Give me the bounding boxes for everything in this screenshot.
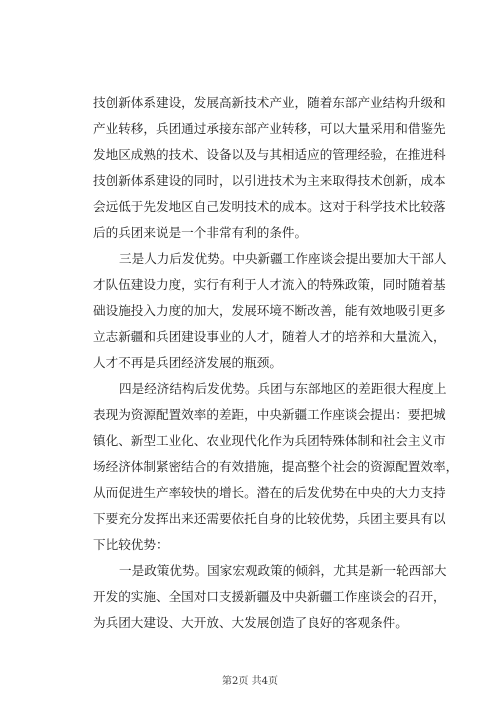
paragraph-line: 下要充分发挥出来还需要依托自身的比较优势，兵团主要具有以: [93, 511, 446, 526]
document-body: [93, 90, 459, 636]
paragraph-line: 后的兵团来说是一个非常有利的条件。: [93, 225, 308, 240]
paragraph-line: 下比较优势：: [93, 537, 169, 552]
paragraph-2: [93, 246, 447, 376]
paragraph-line: 技创新体系建设的同时，以引进技术为主来取得技术创新，成本: [93, 173, 446, 188]
paragraph-line: 发地区成熟的技术、设备以及与其相适应的管理经验，在推进科: [93, 147, 446, 162]
paragraph-line: 从而促进生产率较快的增长。潜在的后发优势在中央的大力支持: [93, 485, 446, 500]
paragraph-1: [93, 90, 446, 246]
page-number: 第2页 共4页: [222, 676, 278, 687]
page-footer: [0, 675, 500, 689]
paragraph-line: 为兵团大建设、大开放、大发展创造了良好的客观条件。: [93, 615, 408, 630]
paragraph-line: 三是人力后发优势。中央新疆工作座谈会提出要加大干部人: [119, 251, 447, 266]
paragraph-line: 立志新疆和兵团建设事业的人才，随着人才的培养和大量流入，: [93, 329, 446, 344]
paragraph-line: 会远低于先发地区自己发明技术的成本。这对于科学技术比较落: [93, 199, 446, 214]
paragraph-line: 产业转移，兵团通过承接东部产业转移，可以大量采用和借鉴先: [93, 121, 446, 136]
paragraph-line: 表现为资源配置效率的差距，中央新疆工作座谈会提出：要把城: [93, 407, 446, 422]
paragraph-line: 技创新体系建设，发展高新技术产业，随着东部产业结构升级和: [93, 95, 446, 110]
paragraph-line: 人才不再是兵团经济发展的瓶颈。: [93, 355, 282, 370]
paragraph-line: 四是经济结构后发优势。兵团与东部地区的差距很大程度上: [119, 381, 447, 396]
paragraph-line: 础设施投入力度的加大，发展环境不断改善，能有效地吸引更多: [93, 303, 446, 318]
paragraph-4: [93, 558, 447, 636]
paragraph-3: [93, 376, 459, 558]
paragraph-line: 镇化、新型工业化、农业现代化作为兵团特殊体制和社会主义市: [93, 433, 446, 448]
paragraph-line: 一是政策优势。国家宏观政策的倾斜，尤其是新一轮西部大: [119, 563, 447, 578]
paragraph-line: 开发的实施、全国对口支援新疆及中央新疆工作座谈会的召开，: [93, 589, 446, 604]
paragraph-line: 才队伍建设力度，实行有利于人才流入的特殊政策，同时随着基: [93, 277, 446, 292]
paragraph-line: 场经济体制紧密结合的有效措施，提高整个社会的资源配置效率，: [93, 459, 459, 474]
